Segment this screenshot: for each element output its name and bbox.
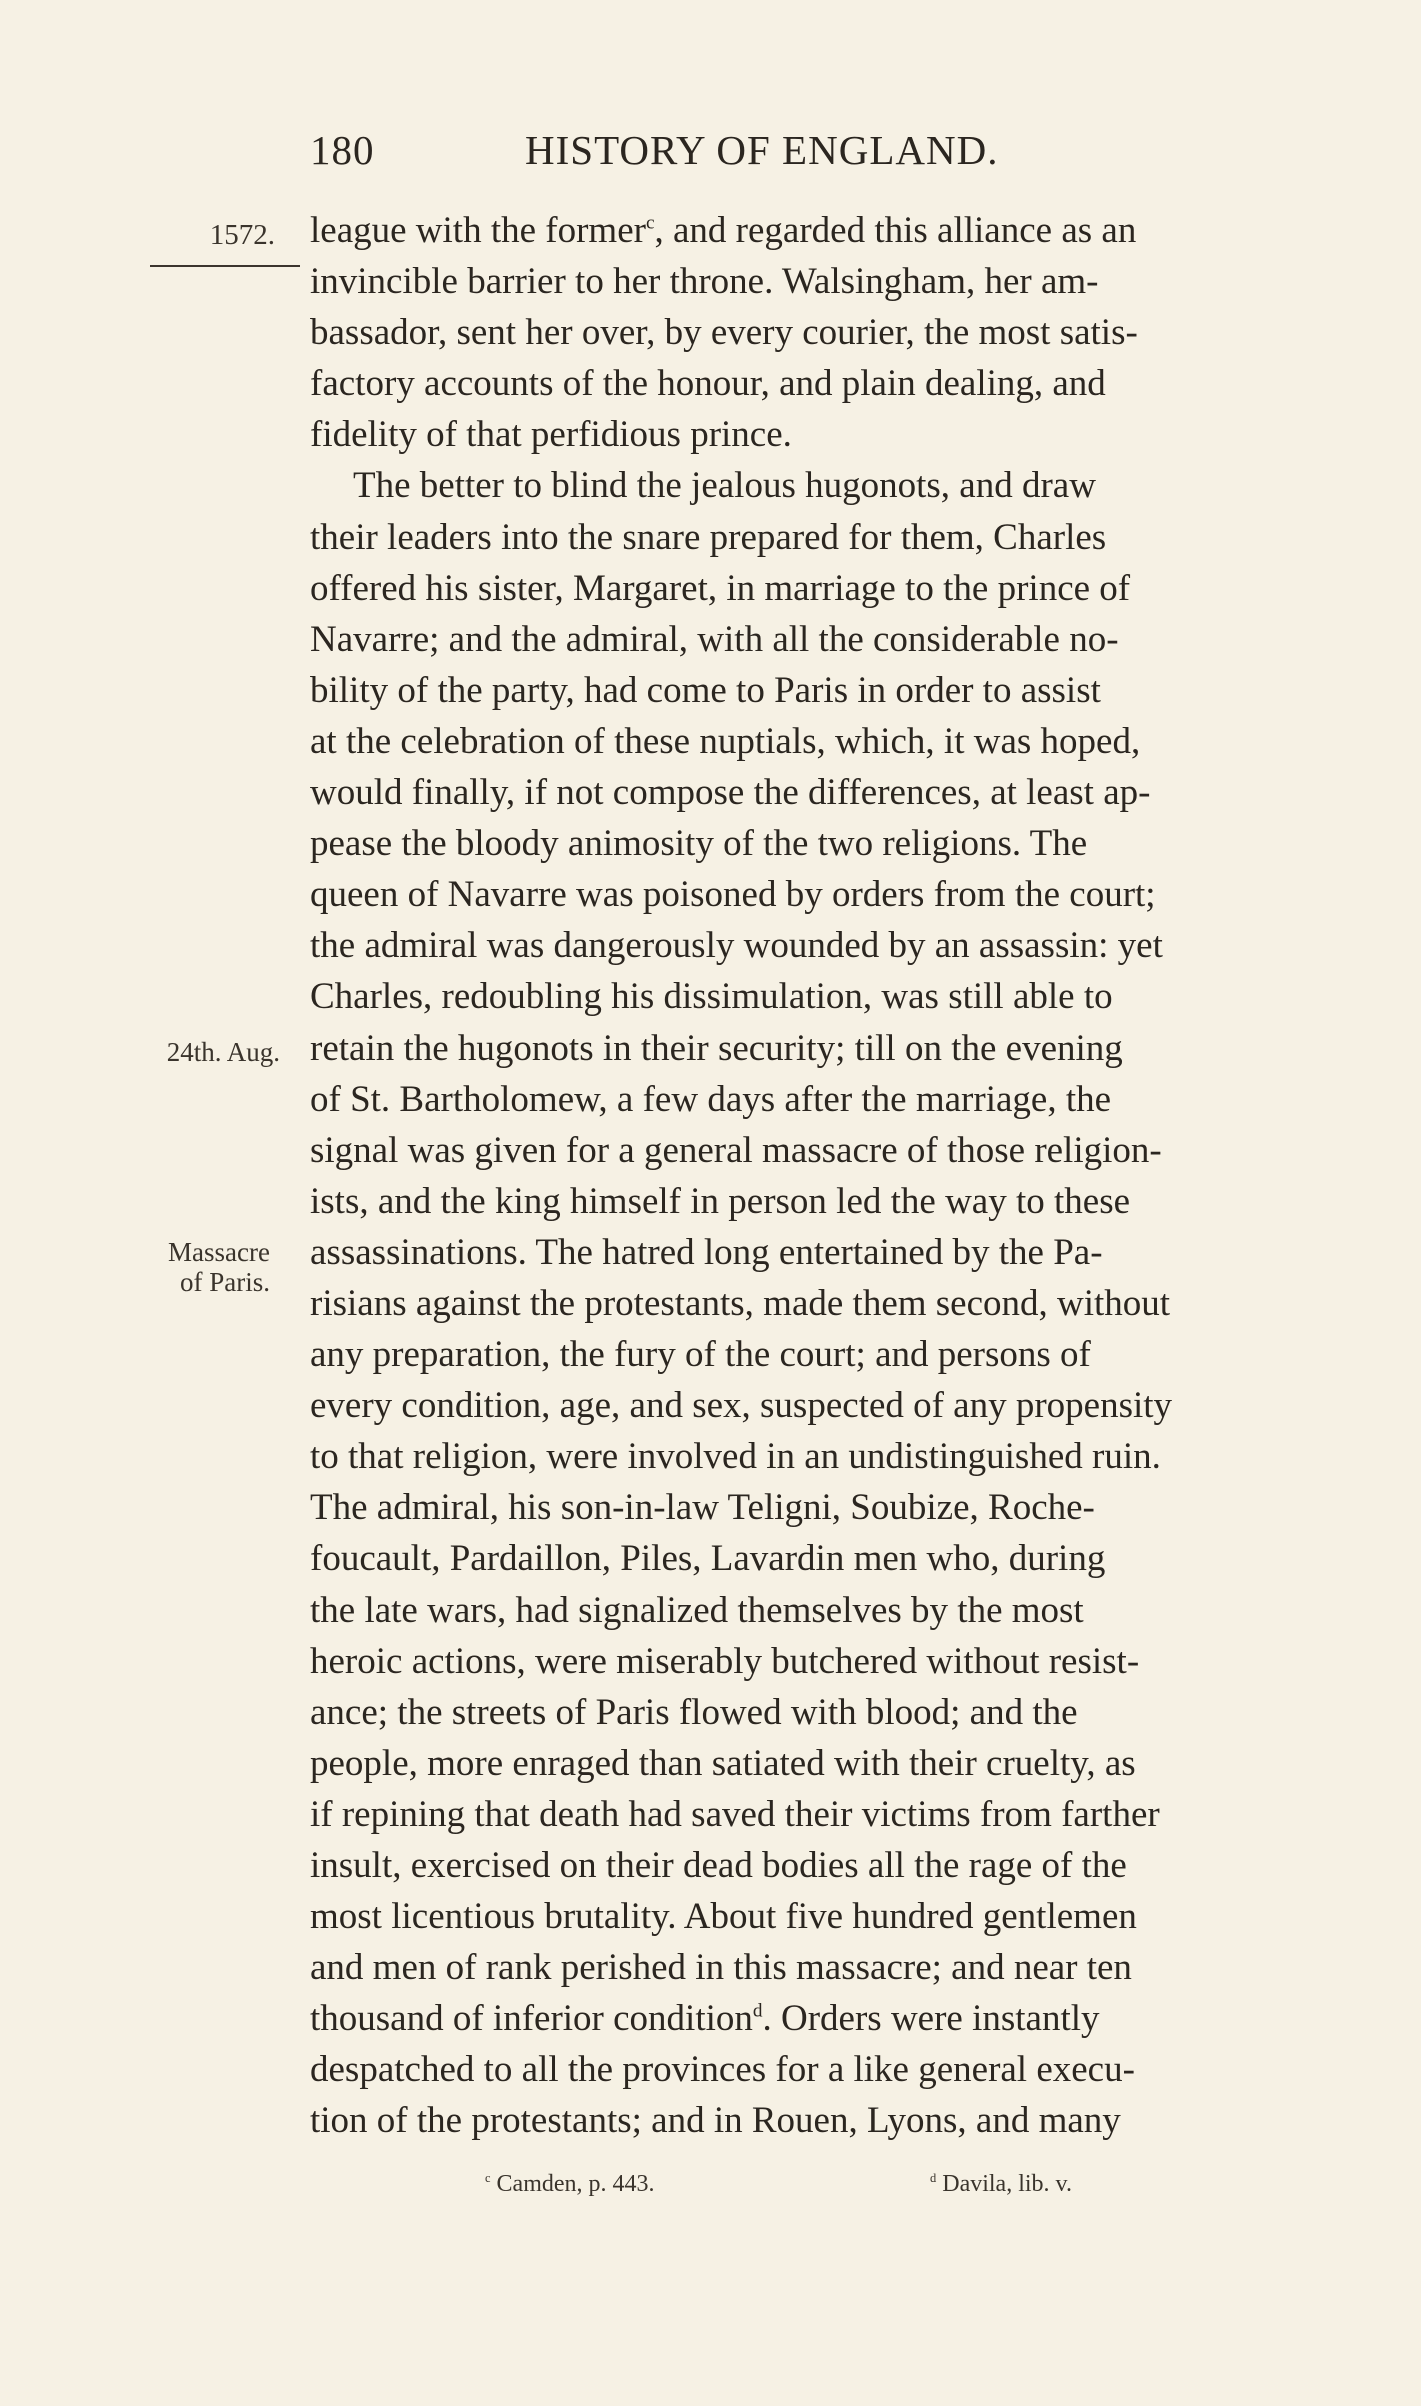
- text-line-33: insult, exercised on their dead bodies all the rage of the: [310, 1845, 1127, 1886]
- text-line-12: would finally, if not compose the differences, at least ap-: [310, 772, 1151, 814]
- text-line-32: if repining that death had saved their victims from farther: [310, 1793, 1160, 1835]
- margin-note-massacre: [80, 1237, 270, 1297]
- main-text: [310, 205, 1173, 2147]
- text-line-1-part-b: , and regarded this alliance as an: [654, 210, 1137, 251]
- footnotes: [485, 2170, 1165, 2210]
- text-line-37: despatched to all the provinces for a like general execu-: [310, 2049, 1135, 2091]
- text-line-23: any preparation, the fury of the court; and persons of: [310, 1334, 1091, 1376]
- text-line-7: their leaders into the snare prepared for them, Charles: [310, 516, 1107, 558]
- footnote-d-text: Davila, lib. v.: [942, 2171, 1072, 2197]
- text-line-2: invincible barrier to her throne. Walsingham, her am-: [310, 261, 1099, 303]
- text-line-36-part-b: . Orders were instantly: [762, 1998, 1100, 2040]
- text-line-5: fidelity of that perfidious prince.: [310, 414, 792, 456]
- text-line-6: The better to blind the jealous hugonots, and draw: [353, 465, 1096, 507]
- margin-note-massacre-line-1: Massacre: [168, 1237, 270, 1267]
- text-line-38: tion of the protestants; and in Rouen, Lyons, and many: [310, 2100, 1121, 2142]
- footnote-ref-d: d: [752, 2000, 763, 2022]
- page-number: 180: [310, 127, 375, 173]
- text-line-11: at the celebration of these nuptials, which, it was hoped,: [310, 720, 1141, 762]
- margin-rule: [150, 265, 300, 267]
- text-line-30: ance; the streets of Paris flowed with blood; and the: [310, 1691, 1078, 1733]
- text-line-18: of St. Bartholomew, a few days after the marriage, the: [310, 1078, 1112, 1120]
- text-line-34: most licentious brutality. About five hundred gentlemen: [310, 1896, 1137, 1938]
- footnote-ref-c: c: [645, 212, 655, 234]
- text-line-26: The admiral, his son-in-law Teligni, Soubize, Roche-: [310, 1487, 1095, 1529]
- text-line-35: and men of rank perished in this massacre; and near ten: [310, 1947, 1132, 1989]
- text-line-1: [310, 205, 1137, 256]
- text-line-27: foucault, Pardaillon, Piles, Lavardin men who, during: [310, 1538, 1106, 1580]
- text-line-4: factory accounts of the honour, and plain dealing, and: [310, 363, 1106, 405]
- text-line-36: [310, 1993, 1125, 2044]
- text-line-14: queen of Navarre was poisoned by orders from the court;: [310, 874, 1156, 916]
- text-line-17: retain the hugonots in their security; till on the evening: [310, 1027, 1123, 1069]
- text-line-36-part-a: thousand of inferior condition: [310, 1998, 753, 2040]
- footnote-c: [485, 2170, 655, 2198]
- margin-note-massacre-line-2: of Paris.: [180, 1267, 270, 1297]
- text-line-21: assassinations. The hatred long entertained by the Pa-: [310, 1231, 1103, 1273]
- text-line-1-part-a: league with the former: [310, 210, 646, 251]
- footnote-d-mark: d: [930, 2171, 937, 2185]
- text-line-28: the late wars, had signalized themselves by the most: [310, 1589, 1084, 1631]
- text-line-10: bility of the party, had come to Paris in order to assist: [310, 669, 1101, 711]
- text-line-25: to that religion, were involved in an undistinguished ruin.: [310, 1436, 1161, 1478]
- text-line-19: signal was given for a general massacre of those religion-: [310, 1129, 1162, 1171]
- text-line-9: Navarre; and the admiral, with all the considerable no-: [310, 618, 1119, 660]
- text-line-22: risians against the protestants, made them second, without: [310, 1282, 1171, 1324]
- text-line-31: people, more enraged than satiated with their cruelty, as: [310, 1742, 1136, 1784]
- footnote-c-mark: c: [485, 2171, 491, 2185]
- text-line-15: the admiral was dangerously wounded by an assassin: yet: [310, 925, 1163, 967]
- footnote-c-text: Camden, p. 443.: [496, 2171, 655, 2197]
- text-line-3: bassador, sent her over, by every courier, the most satis-: [310, 312, 1138, 354]
- text-line-29: heroic actions, were miserably butchered without resist-: [310, 1640, 1140, 1682]
- text-line-8: offered his sister, Margaret, in marriage to the prince of: [310, 567, 1131, 609]
- margin-year: 1572.: [209, 219, 275, 251]
- text-line-24: every condition, age, and sex, suspected of any propensity: [310, 1385, 1173, 1427]
- page-title: HISTORY OF ENGLAND.: [525, 127, 999, 173]
- text-line-13: pease the bloody animosity of the two religions. The: [310, 823, 1088, 865]
- text-line-20: ists, and the king himself in person led the way to these: [310, 1180, 1131, 1222]
- text-line-16: Charles, redoubling his dissimulation, was still able to: [310, 976, 1113, 1018]
- margin-date: 24th. Aug.: [166, 1037, 280, 1067]
- running-head: [310, 126, 1125, 182]
- footnote-d: [930, 2170, 1072, 2198]
